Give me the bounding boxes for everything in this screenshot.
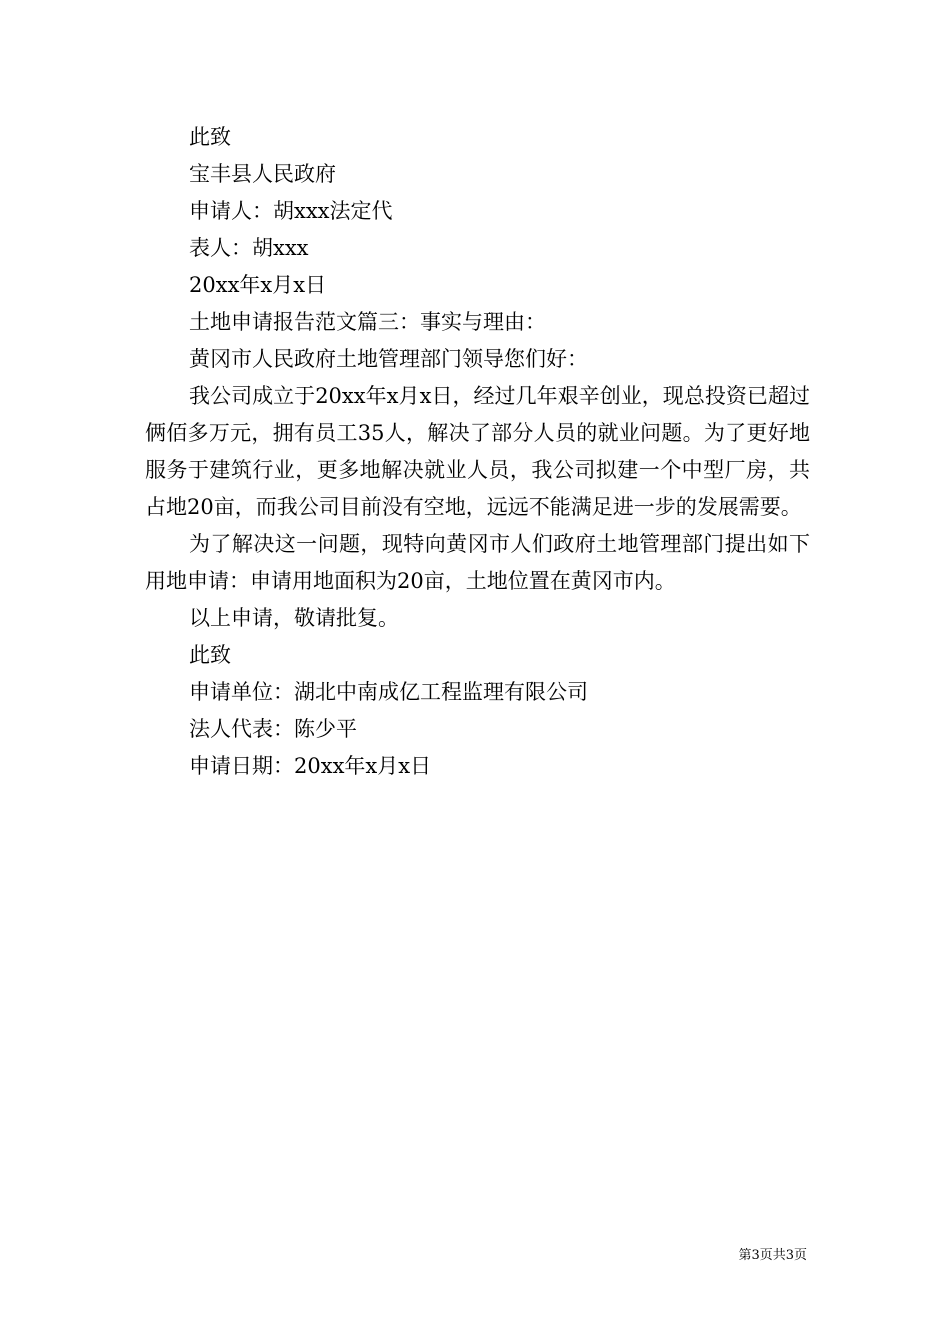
recipient-line: 宝丰县人民政府 — [189, 162, 336, 186]
body-paragraph: 为了解决这一问题，现特向黄冈市人们政府土地管理部门提出如下用地申请：申请用地面积为20亩，土地位置在黄冈市内。 — [145, 532, 810, 593]
representative-line: 表人：胡xxx — [189, 236, 309, 260]
applicant-line: 申请人：胡xxx法定代 — [189, 199, 393, 223]
date-line: 20xx年x月x日 — [189, 273, 327, 297]
closing-salutation: 此致 — [189, 643, 231, 667]
closing-salutation: 此致 — [189, 125, 231, 149]
page-number-footer: 第3页共3页 — [738, 1248, 807, 1263]
greeting-line: 黄冈市人民政府土地管理部门领导您们好： — [189, 347, 588, 371]
document-body — [145, 119, 810, 785]
body-paragraph: 我公司成立于20xx年x月x日，经过几年艰辛创业，现总投资已超过俩佰多万元，拥有员工35人，解决了部分人员的就业问题。为了更好地服务于建筑行业，更多地解决就业人员，我公司拟建一个中型厂房，共占地20亩，而我公司目前没有空地，远远不能满足进一步的发展需要。 — [145, 384, 810, 519]
applicant-unit-line: 申请单位：湖北中南成亿工程监理有限公司 — [189, 680, 588, 704]
application-date-line: 申请日期：20xx年x月x日 — [189, 754, 432, 778]
section-heading: 土地申请报告范文篇三：事实与理由： — [189, 310, 546, 334]
request-line: 以上申请，敬请批复。 — [189, 606, 399, 630]
legal-representative-line: 法人代表：陈少平 — [189, 717, 357, 741]
